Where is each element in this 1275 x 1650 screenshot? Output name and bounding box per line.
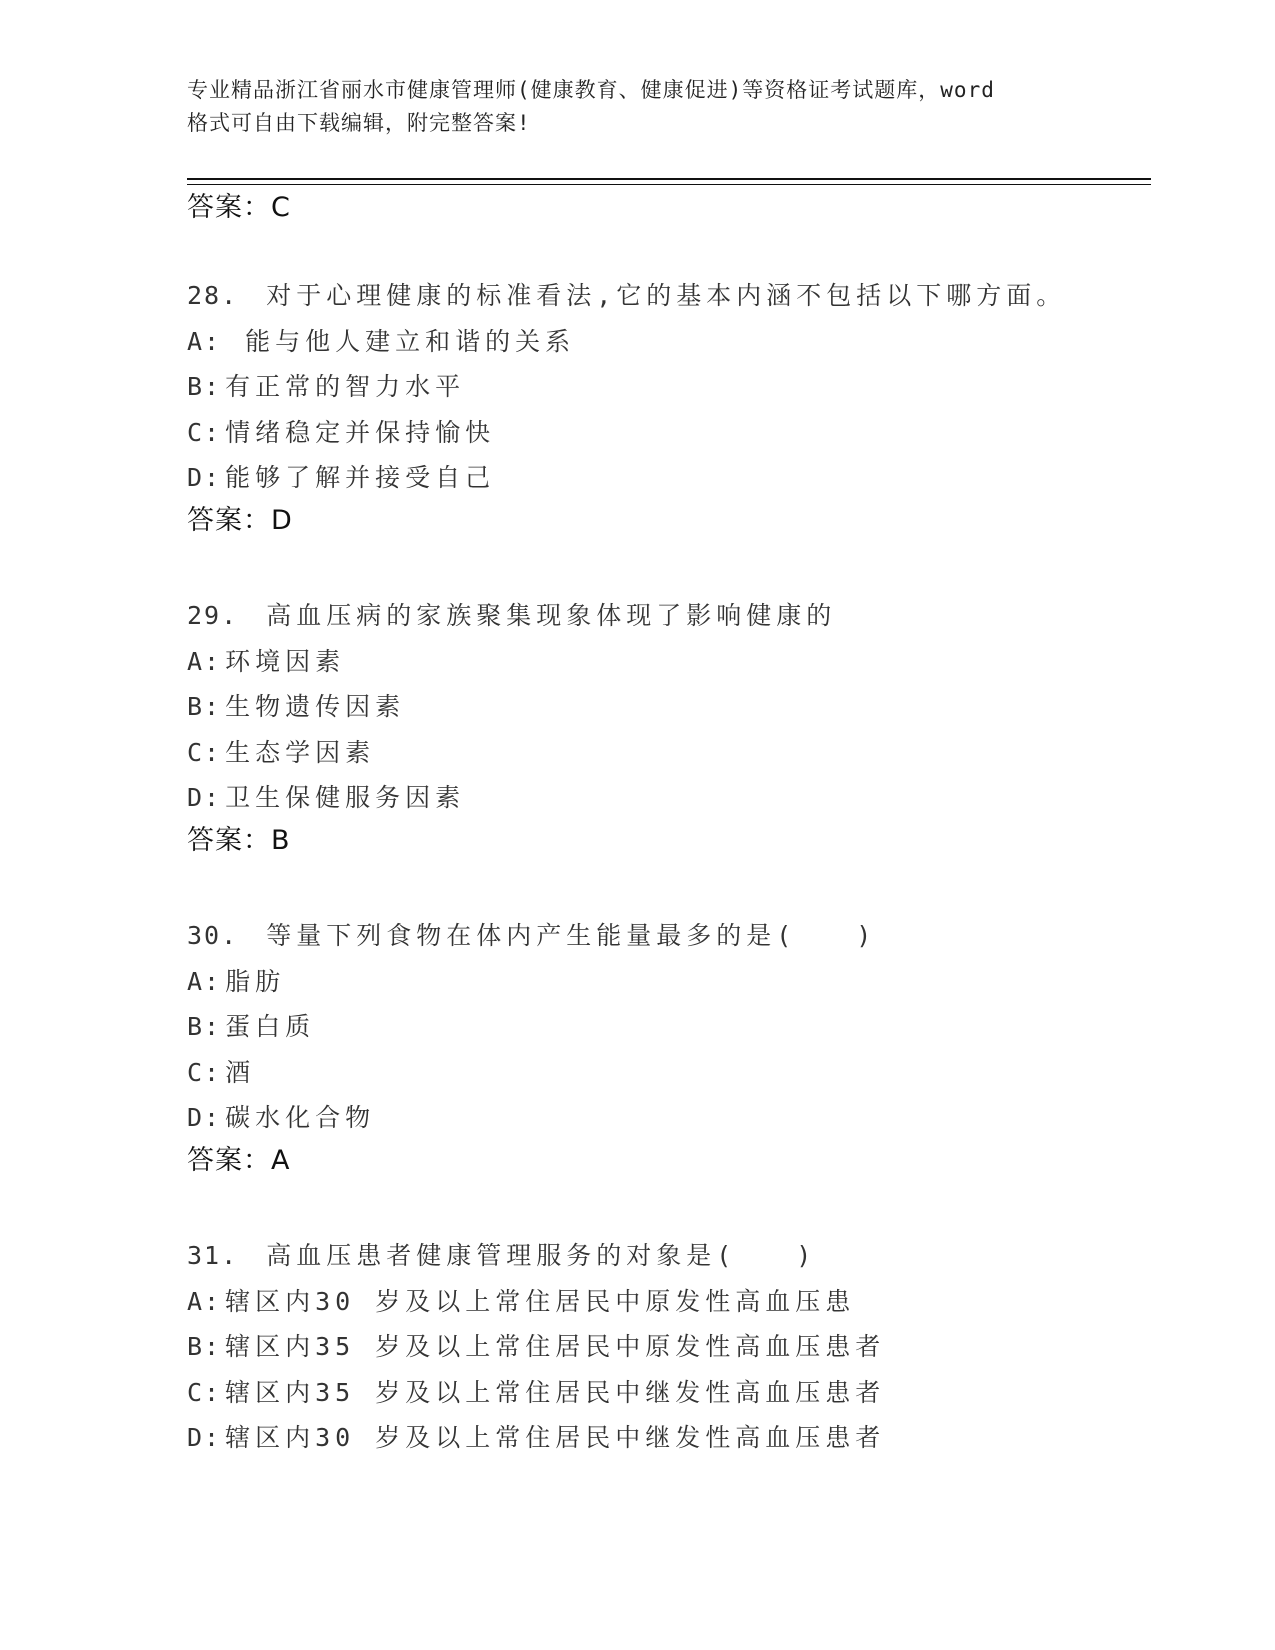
option-c: [187, 410, 1147, 456]
option-key: D:: [187, 1103, 222, 1132]
option-key: A:: [187, 326, 222, 356]
option-text: 生态学因素: [225, 737, 376, 767]
option-b: [187, 364, 1147, 410]
header-rule-thin: [187, 184, 1151, 185]
option-key: D:: [187, 1423, 222, 1452]
option-key: C:: [187, 417, 222, 447]
option-key: A:: [187, 646, 222, 676]
option-text: 辖区内30 岁及以上常住居民中继发性高血压患者: [225, 1423, 886, 1452]
option-key: B:: [187, 1332, 222, 1361]
option-key: B:: [187, 692, 222, 721]
option-text: 环境因素: [225, 646, 346, 676]
option-d: [187, 1095, 1147, 1141]
option-d: [187, 1415, 1147, 1461]
option-key: C:: [187, 737, 222, 767]
option-text: 辖区内30 岁及以上常住居民中原发性高血压患: [225, 1286, 856, 1316]
option-text: 能与他人建立和谐的关系: [225, 326, 576, 356]
question-number: 28.: [187, 281, 239, 310]
option-text: 有正常的智力水平: [225, 372, 466, 401]
document-header: [187, 74, 1087, 140]
question-number: 31.: [187, 1241, 239, 1270]
answer-label: 答案：A: [187, 1144, 291, 1176]
option-key: A:: [187, 966, 222, 996]
option-d: [187, 775, 1147, 821]
option-text: 能够了解并接受自己: [225, 463, 496, 492]
option-text: 酒: [225, 1057, 256, 1087]
option-text: 生物遗传因素: [225, 692, 406, 721]
question-line: [187, 593, 1147, 639]
option-text: 卫生保健服务因素: [225, 783, 466, 812]
option-text: 碳水化合物: [225, 1103, 376, 1132]
option-key: B:: [187, 1012, 222, 1041]
option-c: [187, 1050, 1147, 1096]
option-text: 蛋白质: [225, 1012, 316, 1041]
option-text: 辖区内35 岁及以上常住居民中继发性高血压患者: [225, 1377, 886, 1407]
option-a: [187, 319, 1147, 365]
question-28: [187, 273, 1147, 541]
question-text: 高血压患者健康管理服务的对象是( ): [266, 1241, 817, 1270]
option-d: [187, 455, 1147, 501]
option-key: A:: [187, 1286, 222, 1316]
option-a: [187, 639, 1147, 685]
option-key: C:: [187, 1377, 222, 1407]
question-text: 高血压病的家族聚集现象体现了影响健康的: [266, 601, 837, 630]
option-b: [187, 1324, 1147, 1370]
header-line-1: 专业精品浙江省丽水市健康管理师(健康教育、健康促进)等资格证考试题库，word: [187, 78, 995, 102]
header-line-2: 格式可自由下载编辑，附完整答案!: [187, 111, 531, 135]
question-line: [187, 273, 1147, 319]
question-31: [187, 1233, 1147, 1461]
question-29: [187, 593, 1147, 861]
question-text: 对于心理健康的标准看法,它的基本内涵不包括以下哪方面。: [266, 281, 1067, 310]
option-text: 脂肪: [225, 966, 286, 996]
option-key: D:: [187, 783, 222, 812]
question-number: 30.: [187, 921, 239, 950]
top-answer-block: [187, 188, 1147, 228]
option-text: 情绪稳定并保持愉快: [225, 417, 496, 447]
question-text: 等量下列食物在体内产生能量最多的是( ): [266, 921, 877, 950]
option-key: B:: [187, 372, 222, 401]
option-b: [187, 684, 1147, 730]
option-text: 辖区内35 岁及以上常住居民中原发性高血压患者: [225, 1332, 886, 1361]
question-line: [187, 913, 1147, 959]
option-key: C:: [187, 1057, 222, 1087]
option-key: D:: [187, 463, 222, 492]
header-rule-thick: [187, 178, 1151, 180]
option-c: [187, 1370, 1147, 1416]
option-a: [187, 959, 1147, 1005]
option-a: [187, 1279, 1147, 1325]
answer-label: 答案：B: [187, 824, 291, 856]
question-number: 29.: [187, 601, 239, 630]
option-c: [187, 730, 1147, 776]
answer-label: 答案：C: [187, 192, 291, 223]
option-b: [187, 1004, 1147, 1050]
answer-label: 答案：D: [187, 504, 293, 536]
question-line: [187, 1233, 1147, 1279]
question-30: [187, 913, 1147, 1181]
